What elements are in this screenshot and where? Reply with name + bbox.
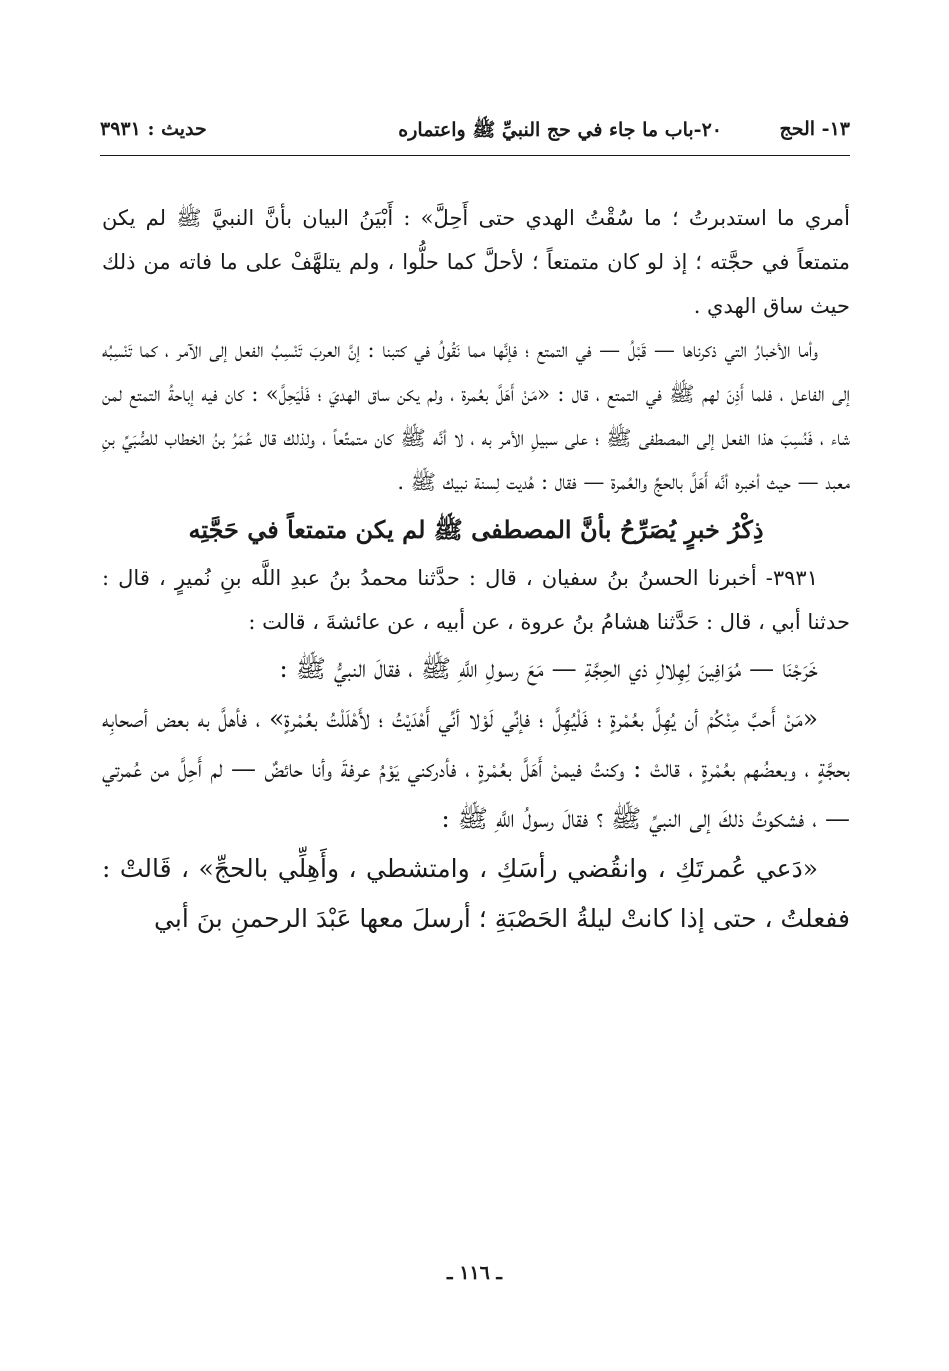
paragraph-commentary-end: أمري ما استدبرتُ ؛ ما سُقْتُ الهدي حتى أَحِلَّ» : أَبْيَنُ البيان بأنَّ النبيَّ ﷺ لم يكن متمتعاً في حجَّته ؛ إذ لو كان متمتعاً ؛ لأحلَّ كما حلُّوا ، ولم يتلهَّفْ على ما فاته من ذلك حيث ساق الهدي . xyxy=(102,206,850,318)
section-title: ٢٠-باب ما جاء في حج النبيِّ ﷺ واعتماره xyxy=(398,119,722,141)
paragraph-explanation: وأما الأخبارُ التي ذكرناها — قَبْلُ — في التمتع ؛ فإنَّها مما نَقُولُ في كتبنا : إنَّ العربَ تَنْسِبُ الفعل إلى الآمر ، كما تَنْسِبُه إلى الفاعل ، فلما أَذِنَ لهم ﷺ في التمتع ، قال : «مَنْ أَهَلَّ بعُمرة ، ولم يكن ساق الهديَ ؛ فَلْيَحِلَّ» : كان فيه إباحةُ التمتع لمن شاء ، فَنُسِبَ هذا الفعل إلى المصطفى ﷺ ؛ على سبيلِ الأمر به ، لا أنَّه ﷺ كان متمتِّعاً ، ولذلك قال عُمَرُ بنُ الخطاب للصُّبَيِّ بنِ معبد — حيث أخبره أنَّه أَهَلَّ بالحجِّ والعُمرة — فقال : هُديت لِسنة نبيك ﷺ . xyxy=(102,338,850,494)
chapter-heading: ذِكْرُ خبرٍ يُصَرِّحُ بأنَّ المصطفى ﷺ لم يكن متمتعاً في حَجَّتِه xyxy=(188,515,764,544)
paragraph-isnad: ٣٩٣١- أخبرنا الحسنُ بنُ سفيان ، قال : حدَّثنا محمدُ بنُ عبدِ اللَّه بنِ نُميرٍ ، قال : حدثنا أبي ، قال : حَدَّثنا هشامُ بنُ عروة ، عن أبيه ، عن عائشةَ ، قالت : xyxy=(102,566,850,634)
header-divider xyxy=(100,155,850,156)
page-header xyxy=(100,112,850,152)
paragraph-hadith-opening: خَرَجْنَا — مُوَافِينَ لِهِلالِ ذي الحِجَّةِ — مَعَ رسولِ اللَّهِ ﷺ ، فقالَ النبيُّ ﷺ : xyxy=(279,654,818,683)
hadith-reference: حديث : ٣٩٣١ xyxy=(100,118,207,140)
paragraph-hadith-continuation: «دَعي عُمرتَكِ ، وانقُضي رأسَكِ ، وامتشطي ، وأَهِلِّي بالحجِّ» ، قَالتْ : ففعلتُ ، حتى إذا كانتْ ليلةُ الحَصْبَةِ ؛ أرسلَ معها عَبْدَ الرحمنِ بنَ أبي xyxy=(102,854,850,933)
chapter-title: ١٣- الحج xyxy=(779,118,850,140)
page-number: ـ ١١٦ ـ xyxy=(447,1262,502,1284)
paragraph-hadith-body: «مَنْ أَحبَّ مِنْكُمْ أن يُهِلَّ بعُمْرةٍ ؛ فَلْيُهِلَّ ؛ فإنِّي لَوْلا أنِّي أَهْدَيْتُ ؛ لأَهْلَلْتُ بعُمْرةٍ» ، فأهلَّ به بعض أصحابِه بحجَّةٍ ، وبعضُهم بعُمْرةٍ ، قالتْ : وكنتُ فيمنْ أَهَلَّ بعُمْرةٍ ، فأدركني يَوْمُ عرفةَ وأنا حائضٌ — لم أَحِلَّ من عُمرتي — ، فشكوتُ ذلكَ إلى النبيِّ ﷺ ؟ فقالَ رسولُ اللَّهِ ﷺ : xyxy=(102,704,850,833)
main-text xyxy=(102,196,850,944)
